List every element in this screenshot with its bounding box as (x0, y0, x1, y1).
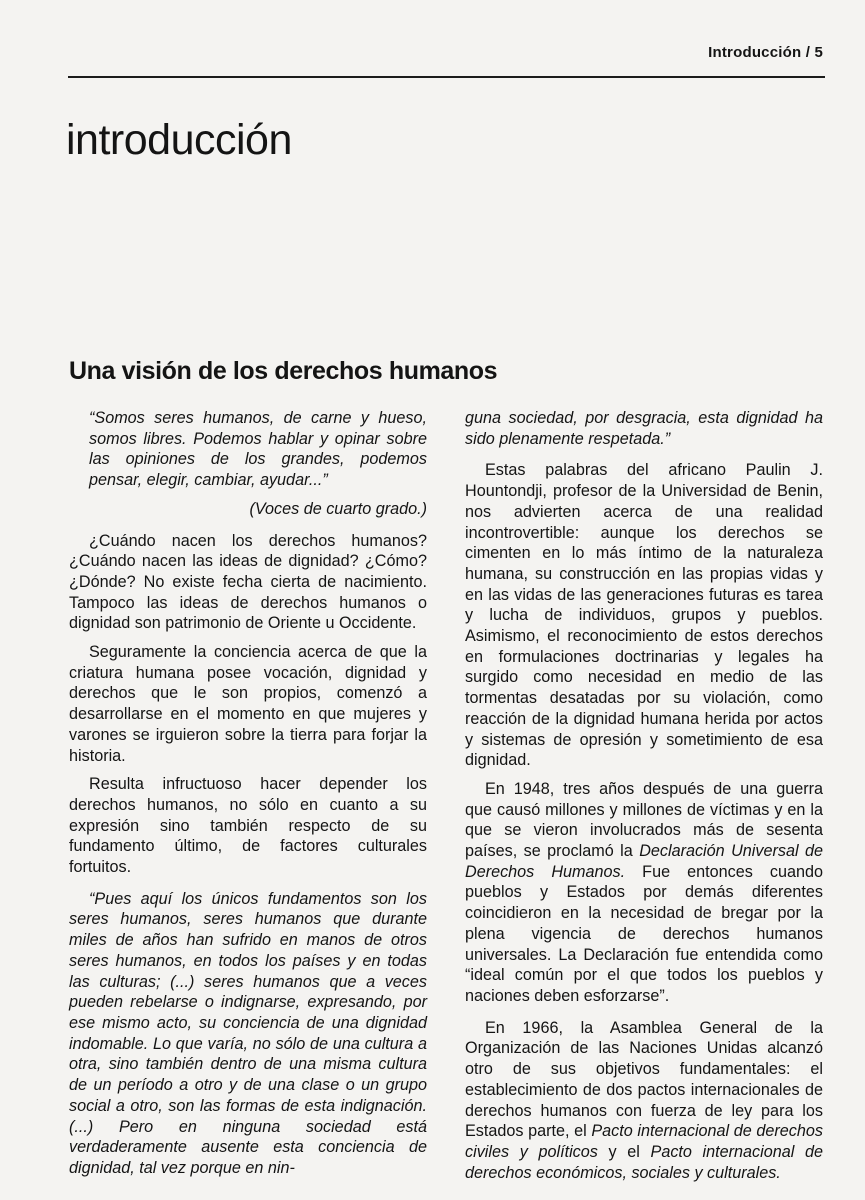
epigraph: “Somos seres humanos, de carne y hueso, somos libres. Podemos hablar y opinar sobre las opiniones de los grandes, podemos pensar, elegir, cambiar, ayudar...” (89, 409, 427, 490)
epigraph-source: (Voces de cuarto grado.) (249, 499, 427, 518)
pact-title-economic: Pacto internacional de derechos económicos, sociales y culturales. (465, 1142, 824, 1182)
paragraph-text: Fue entonces cuando pueblos y Estados por demás diferentes coincidieron en la necesidad de bregar por la plena vigencia de derechos humanos universales. La Declaración fue entendida como “ideal común por el que todos los pueblos y naciones deben esforzarse”. (465, 862, 823, 1005)
paragraph: ¿Cuándo nacen los derechos humanos? ¿Cuándo nacen las ideas de dignidad? ¿Cómo? ¿Dónde? No existe fecha cierta de nacimiento. Tampoco las ideas de derechos humanos o dignidad son patrimonio de Oriente u Occidente. (69, 531, 427, 633)
paragraph-text: En 1948, tres años después de una guerra que causó millones y millones de víctimas y en la que se vieron involucrados más de sesenta países, se proclamó la (465, 779, 823, 861)
paragraph: Estas palabras del africano Paulin J. Hountondji, profesor de la Universidad de Benin, nos advierten acerca de una realidad incontrovertible: aunque los derechos se cimenten en lo más íntimo de la naturaleza humana, su construcción en las propias vidas y en las vidas de las generaciones futuras es tarea y lucha de individuos, grupos y pueblos. Asimismo, el reconocimiento de estos derechos en formulaciones doctrinarias y legales ha surgido como necesidad en medio de las tormentas desatadas por su violación, como reacción de la dignidad humana herida por actos y sistemas de opresión y sometimiento de esa dignidad. (465, 461, 823, 770)
header-rule (68, 76, 825, 78)
pact-title-civil: Pacto internacional de derechos civiles y políticos (465, 1122, 823, 1161)
left-column (69, 408, 427, 1179)
paragraph (465, 1018, 823, 1184)
block-quote-end: guna sociedad, por desgracia, esta dignidad ha sido plenamente respetada.” (465, 409, 823, 448)
paragraph-text: En 1966, la Asamblea General de la Organización de las Naciones Unidas alcanzó otro de sus objetivos fundamentales: el establecimiento de dos pactos internacionales de derechos humanos con fuerza de ley para los Estados parte, el (465, 1018, 823, 1141)
running-head: Introducción / 5 (708, 44, 823, 61)
section-title: introducción (66, 116, 292, 164)
paragraph: Seguramente la conciencia acerca de que la criatura humana posee vocación, dignidad y derechos que le son propios, comenzó a desarrollarse en el momento en que mujeres y varones se irguieron sobre la tierra para forjar la historia. (69, 643, 427, 765)
block-quote: “Pues aquí los únicos fundamentos son los seres humanos, seres humanos que durante miles de años han sufrido en manos de otros seres humanos, en todos los países y en todas las culturas; (...) seres humanos que a veces pueden rebelarse o indignarse, expresando, por ese mismo acto, su conciencia de una dignidad indomable. Lo que varía, no sólo de una cultura a otra, sino también dentro de una misma cultura de un período a otro y de una clase o un grupo social a otro, son las formas de esta indignación. (...) Pero en ninguna sociedad está verdaderamente ausente esta conciencia de dignidad, tal vez porque en nin- (69, 889, 427, 1177)
paragraph-text: y el (597, 1142, 651, 1161)
paragraph: Resulta infructuoso hacer depender los derechos humanos, no sólo en cuanto a su expresión sino también respecto de su fundamento último, de factores culturales fortuitos. (69, 775, 427, 877)
right-column (465, 408, 823, 1183)
declaration-title: Declaración Universal de Derechos Humanos. (465, 842, 823, 881)
article-title: Una visión de los derechos humanos (69, 357, 498, 385)
paragraph (465, 779, 823, 1007)
